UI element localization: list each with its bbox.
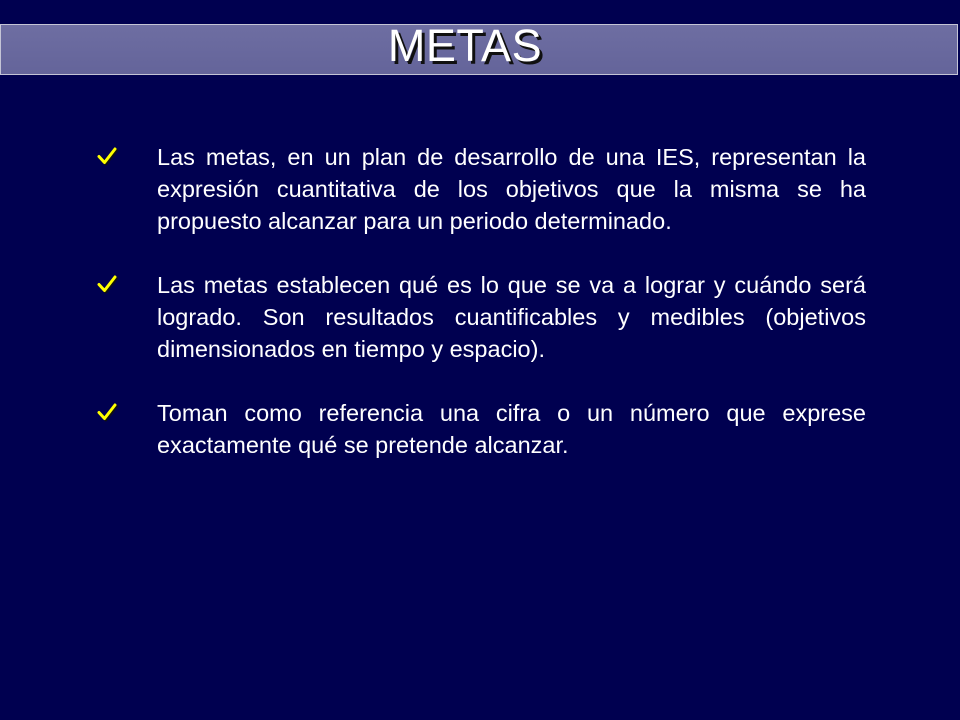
bullet-item — [96, 141, 866, 237]
bullet-text: Las metas establecen qué es lo que se va a lograr y cuándo será logrado. Son resultados cuantificables y medibles (objetivos dimensionados en tiempo y espacio). — [157, 272, 866, 362]
slide-title: METAS — [387, 20, 543, 71]
checkmark-icon — [96, 402, 118, 422]
checkmark-icon — [96, 146, 118, 166]
bullet-list — [96, 141, 866, 493]
bullet-text: Toman como referencia una cifra o un número que exprese exactamente qué se pretende alcanzar. — [157, 400, 866, 458]
checkmark-icon — [96, 274, 118, 294]
bullet-text: Las metas, en un plan de desarrollo de una IES, representan la expresión cuantitativa de los objetivos que la misma se ha propuesto alcanzar para un periodo determinado. — [157, 144, 866, 234]
bullet-item — [96, 397, 866, 461]
bullet-item — [96, 269, 866, 365]
